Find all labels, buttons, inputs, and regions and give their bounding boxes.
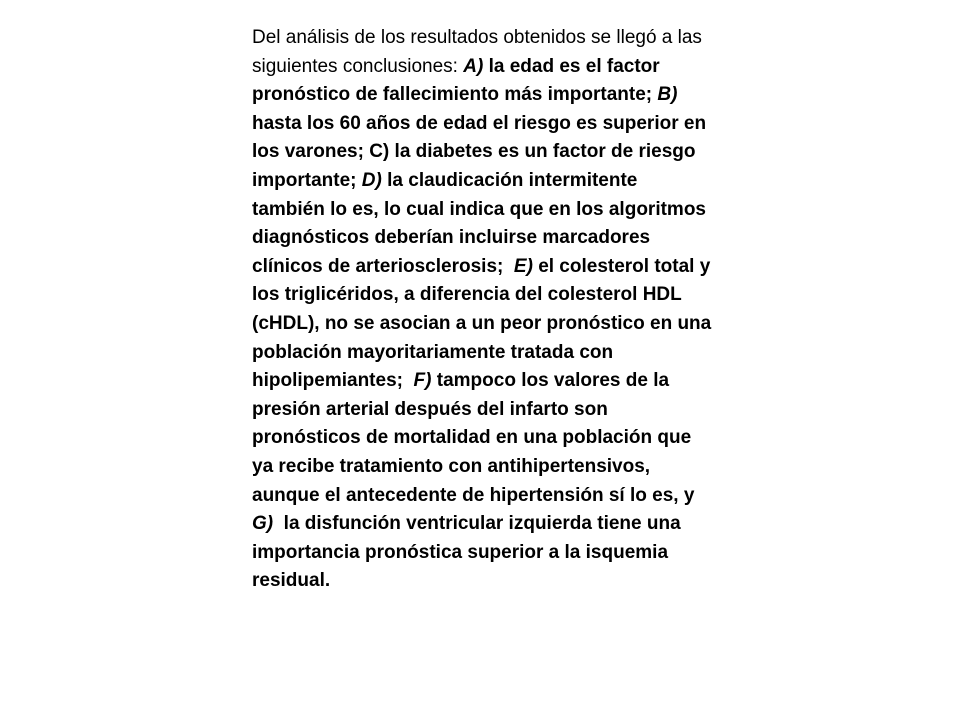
marker-e: E): [513, 255, 533, 277]
conclusions-paragraph: [252, 24, 712, 596]
conclusion-a-text: la edad es el factor pronóstico de fallecimiento más importante;: [252, 55, 660, 106]
conclusion-b-c-text: hasta los 60 años de edad el riesgo es superior en los varones; C) la diabetes es un factor de riesgo importante;: [252, 112, 707, 191]
conclusion-f-text: tampoco los valores de la presión arterial después del infarto son pronósticos de mortalidad en una población que ya recibe tratamiento con antihipertensivos, aunque el antecedente de hipertensión sí lo es, y: [252, 370, 695, 506]
marker-g: G): [252, 513, 274, 535]
conclusion-g-text: la disfunción ventricular izquierda tiene una importancia pronóstica superior a la isquemia residual.: [252, 513, 681, 592]
conclusion-d-text: la claudicación intermitente también lo es, lo cual indica que en los algoritmos diagnósticos deberían incluirse marcadores clínicos de arteriosclerosis;: [252, 169, 706, 277]
marker-d: D): [361, 169, 382, 191]
marker-b: B): [657, 84, 678, 106]
marker-f: F): [413, 370, 432, 392]
marker-a: A): [463, 55, 484, 77]
conclusion-e-text: el colesterol total y los triglicéridos, a diferencia del colesterol HDL (cHDL), no se asocian a un peor pronóstico en una población mayoritariamente tratada con hipolipemiantes;: [252, 255, 712, 392]
intro-text: Del análisis de los resultados obtenidos se llegó a las siguientes conclusiones:: [252, 27, 702, 77]
